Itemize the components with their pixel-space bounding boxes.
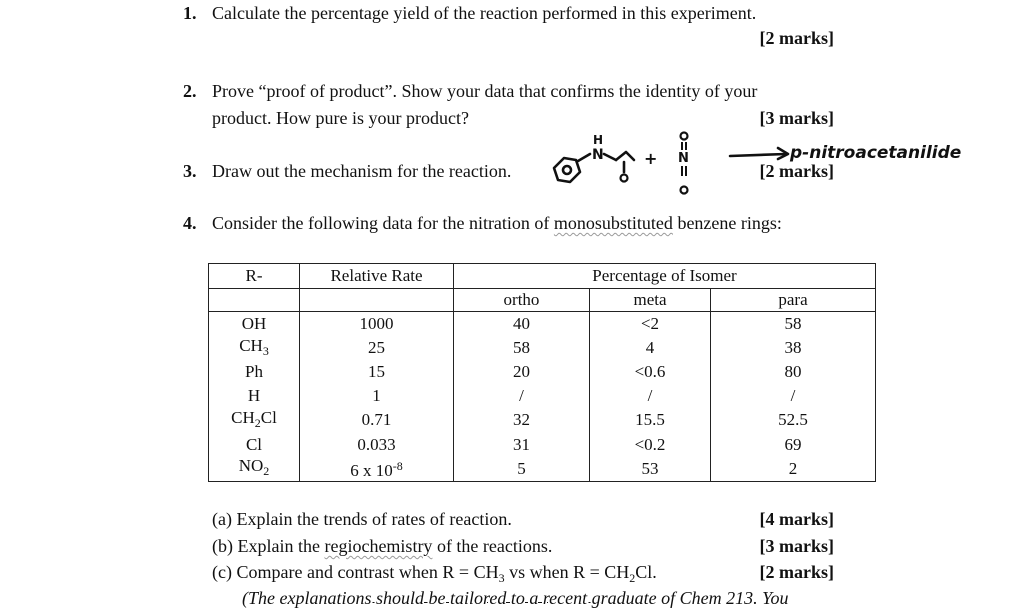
question-2-number: 2.	[183, 81, 197, 101]
table-row	[209, 433, 876, 457]
cell-r-main: CH	[231, 407, 255, 427]
cell-ortho: /	[454, 384, 590, 408]
table-row	[209, 361, 876, 385]
handwritten-reaction-sketch	[540, 128, 970, 200]
question-1-number: 1.	[183, 3, 197, 23]
cell-r-main: NO	[238, 456, 264, 476]
cell-ortho: 58	[454, 336, 590, 361]
nitration-data-table	[208, 263, 876, 482]
cell-ortho: 5	[454, 456, 590, 482]
header-percentage-of-isomer: Percentage of Isomer	[454, 264, 876, 289]
part-a-text: (a) Explain the trends of rates of reaction.	[212, 509, 512, 529]
cell-rate: 1000	[300, 312, 454, 336]
question-1-text: Calculate the percentage yield of the reaction performed in this experiment.	[212, 3, 757, 23]
subheader-para: para	[711, 289, 876, 312]
cell-meta: 53	[590, 456, 711, 482]
question-1-marks: [2 marks]	[759, 28, 834, 48]
part-c-text	[212, 562, 657, 586]
part-c-marks: [2 marks]	[759, 562, 834, 582]
header-relative-rate: Relative Rate	[300, 264, 454, 289]
cell-para: /	[711, 384, 876, 408]
cell-para: 80	[711, 361, 876, 385]
product-name-handwriting: p-nitroacetanilide	[790, 143, 962, 163]
cell-rate-exponent: -8	[392, 459, 403, 474]
cell-para: 2	[711, 456, 876, 482]
part-b-marks: [3 marks]	[759, 536, 834, 556]
question-4-text-pre: Consider the following data for the nitration of	[212, 213, 554, 233]
cell-rate: 15	[300, 361, 454, 385]
nitronium-nitrogen-label: N	[678, 151, 689, 166]
table-row	[209, 312, 876, 336]
part-b-text	[212, 536, 552, 557]
cell-r-tail: Cl	[260, 407, 277, 427]
cell-rate: 0.033	[300, 433, 454, 457]
question-4-text	[212, 213, 782, 234]
cell-r-subscript: 3	[262, 343, 269, 358]
part-c-subscript-1: 3	[498, 571, 505, 585]
table-row	[209, 456, 876, 482]
footer-post: raduate of Chem 213. You	[600, 588, 789, 608]
cell-meta: <0.6	[590, 361, 711, 385]
cell-r	[209, 456, 300, 482]
cell-r-main: CH	[239, 335, 263, 355]
question-4-squiggle-word: monosubstituted	[553, 213, 673, 233]
cell-r: Ph	[209, 361, 300, 385]
cell-rate	[300, 456, 454, 482]
question-3-number: 3.	[183, 161, 197, 181]
table-subheader-row	[209, 289, 876, 312]
cell-r-subscript: 2	[254, 415, 261, 430]
cell-para: 38	[711, 336, 876, 361]
cell-para: 52.5	[711, 408, 876, 433]
cell-r-subscript: 2	[263, 464, 270, 479]
cell-ortho: 40	[454, 312, 590, 336]
footer-explanation-text	[242, 588, 788, 609]
cell-ortho: 20	[454, 361, 590, 385]
question-3-marks: [2 marks]	[759, 161, 834, 181]
part-c-mid: vs when R = CH	[504, 562, 630, 582]
cell-r	[209, 336, 300, 361]
part-b-squiggle-word: regiochemistry	[324, 536, 433, 556]
cell-meta: /	[590, 384, 711, 408]
footer-underlined: s should be tailored to a recent g	[364, 588, 601, 608]
part-a-marks: [4 marks]	[759, 509, 834, 529]
cell-rate-main: 6 x 10	[350, 461, 393, 481]
table-row	[209, 408, 876, 433]
cell-ortho: 31	[454, 433, 590, 457]
header-r: R-	[209, 264, 300, 289]
subheader-ortho: ortho	[454, 289, 590, 312]
question-4-text-post: benzene rings:	[672, 213, 782, 233]
cell-para: 58	[711, 312, 876, 336]
cell-meta: 4	[590, 336, 711, 361]
benzene-ring-drawing	[554, 158, 580, 182]
footer-pre: (The explanation	[242, 588, 365, 608]
amide-nitrogen-label: N	[592, 147, 604, 163]
cell-rate: 0.71	[300, 408, 454, 433]
cell-r: OH	[209, 312, 300, 336]
subheader-meta: meta	[590, 289, 711, 312]
cell-meta: 15.5	[590, 408, 711, 433]
cell-r: Cl	[209, 433, 300, 457]
question-2-line1: Prove “proof of product”. Show your data that confirms the identity of your	[212, 81, 758, 101]
cell-r	[209, 408, 300, 433]
part-b-post: of the reactions.	[432, 536, 553, 556]
cell-rate: 25	[300, 336, 454, 361]
question-3-text: Draw out the mechanism for the reaction.	[212, 161, 512, 181]
table-row	[209, 384, 876, 408]
part-c-pre: (c) Compare and contrast when R = CH	[212, 562, 499, 582]
carbonyl-oxygen-drawing	[621, 175, 628, 182]
cell-meta: <0.2	[590, 433, 711, 457]
question-2-marks: [3 marks]	[759, 108, 834, 128]
question-4-number: 4.	[183, 213, 197, 233]
cell-meta: <2	[590, 312, 711, 336]
plus-sign: +	[644, 149, 658, 168]
cell-para: 69	[711, 433, 876, 457]
cell-rate: 1	[300, 384, 454, 408]
part-b-pre: (b) Explain the	[212, 536, 325, 556]
question-2-line2: product. How pure is your product?	[212, 108, 469, 128]
cell-r: H	[209, 384, 300, 408]
table-header-row	[209, 264, 876, 289]
table-row	[209, 336, 876, 361]
cell-ortho: 32	[454, 408, 590, 433]
part-c-post: Cl.	[635, 562, 657, 582]
nh-hydrogen-label: H	[593, 133, 604, 147]
part-c-subscript-2: 2	[629, 571, 636, 585]
